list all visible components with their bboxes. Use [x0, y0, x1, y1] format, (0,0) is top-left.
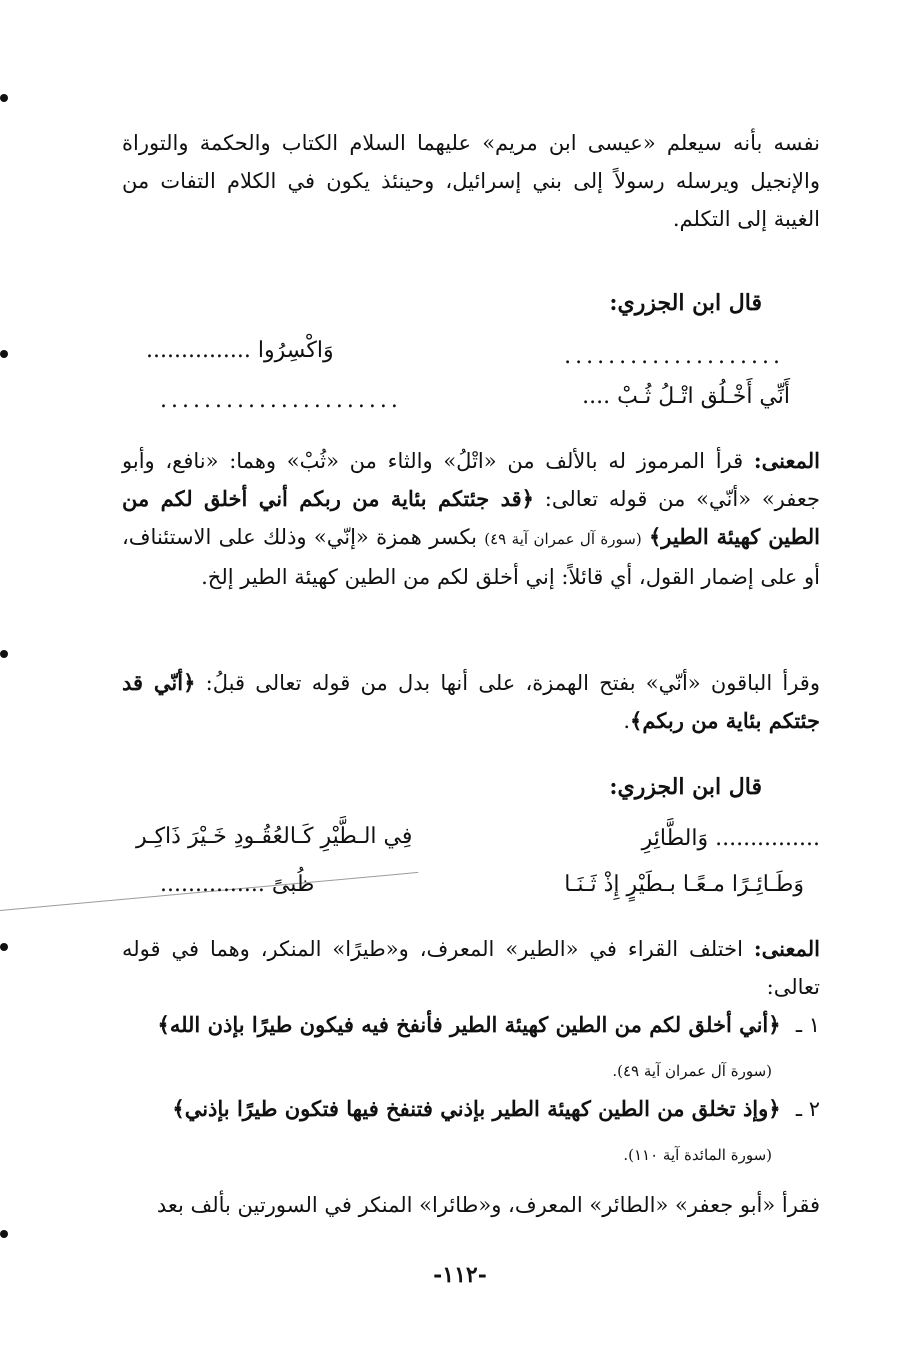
section-heading: قال ابن الجزري:	[609, 290, 762, 316]
meaning-text: بكسر همزة «إنّي» وذلك على الاستئناف، أو على إضمار القول، أي قائلاً: إني أخلق لكم من الطين كهيئة الطير إلخ.	[122, 525, 820, 589]
meaning-text: .	[623, 709, 631, 733]
list-item	[120, 1096, 820, 1121]
surah-reference: (سورة آل عمران آية ٤٩).	[612, 1062, 772, 1080]
meaning-paragraph	[122, 664, 820, 740]
verse-hemistich: فِي الـطَّيْرِ كَـالعُقُـودِ خَـيْرَ ذَاكِـر	[136, 824, 413, 849]
closing-paragraph: فقرأ «أبو جعفر» «الطائر» المعرف، و«طائرا» المنكر في السورتين بألف بعد	[156, 1193, 820, 1217]
verse-hemistich: ....................	[564, 344, 784, 369]
surah-reference: (سورة آل عمران آية ٤٩)	[484, 530, 642, 548]
verse-hemistich: وَاكْسِرُوا ...............	[146, 338, 334, 363]
list-item	[120, 1012, 820, 1037]
quran-quote: ﴿أني أخلق لكم من الطين كهيئة الطير فأنفخ فيه فيكون طيرًا بإذن الله﴾	[157, 1012, 781, 1037]
scan-edge-mark	[0, 1230, 8, 1238]
verse-hemistich: أَنِّي أَخْـلُق اتْـلُ ثُـبْ ....	[582, 384, 790, 409]
list-number: ١ ـ	[795, 1013, 820, 1037]
quran-quote: ﴿أنّي قد جئتكم بئاية من ربكم﴾	[122, 670, 820, 733]
verse-hemistich: ظُبىً ...............	[160, 872, 315, 897]
scan-edge-mark	[0, 350, 8, 358]
meaning-text: اختلف القراء في «الطير» المعرف، و«طيرًا» المنكر، وهما في قوله تعالى:	[122, 937, 820, 999]
meaning-label: المعنى:	[753, 936, 820, 961]
meaning-text: وقرأ الباقون «أنّي» بفتح الهمزة، على أنها بدل من قوله تعالى قبلُ:	[205, 671, 820, 695]
meaning-paragraph	[122, 442, 820, 596]
verse-hemistich: ............... وَالطَّائِرِ	[641, 826, 820, 851]
scan-edge-mark	[0, 94, 8, 102]
quran-quote: ﴿وإذ تخلق من الطين كهيئة الطير بإذني فتنفخ فيها فتكون طيرًا بإذني﴾	[172, 1096, 781, 1121]
scan-edge-mark	[0, 650, 8, 658]
meaning-paragraph	[122, 930, 820, 1006]
section-heading: قال ابن الجزري:	[609, 774, 762, 800]
quran-quote: ﴿قد جئتكم بئاية من ربكم أني أخلق لكم من الطين كهيئة الطير﴾	[122, 486, 820, 549]
meaning-label: المعنى:	[753, 448, 820, 473]
meaning-text: قرأ المرموز له بالألف من «اتْلُ» والثاء من «ثُبْ» وهما: «نافع، وأبو جعفر» «أنّي» من قوله تعالى:	[122, 449, 820, 511]
surah-reference: (سورة المائدة آية ١١٠).	[623, 1146, 772, 1164]
intro-paragraph: نفسه بأنه سيعلم «عيسى ابن مريم» عليهما السلام الكتاب والحكمة والتوراة والإنجيل ويرسله رسولاً إلى بني إسرائيل، وحينئذ يكون في الكلام التفات من الغيبة إلى التكلم.	[122, 131, 820, 231]
list-number: ٢ ـ	[795, 1097, 820, 1121]
verse-hemistich: وَطَـائِـرًا مـعًـا بـطَيْرٍ إِذْ ثَـنَـا	[564, 872, 804, 897]
verse-hemistich: ......................	[160, 388, 402, 413]
page-number: -١١٢-	[433, 1262, 487, 1288]
scan-edge-mark	[0, 943, 8, 951]
